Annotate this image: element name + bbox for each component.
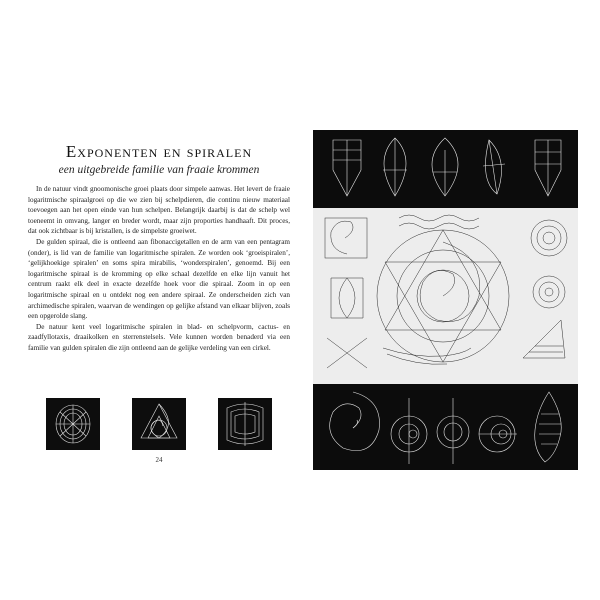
shell-profile-icon (218, 398, 272, 450)
bottom-plate (313, 384, 578, 470)
top-plate (313, 130, 578, 208)
page-subtitle: een uitgebreide familie van fraaie krommen (58, 164, 260, 176)
thumbnail-row (46, 398, 272, 450)
paragraph-3: De natuur kent veel logaritmische spiralen in blad- en schelpvorm, cactus- en zaadfyllotaxis, draaikolken en sterrenstelsels. Vele kunnen worden benaderd via een familie van gulden spiralen die zijn ontleend aan de gelijke verdeling van een cirkel. (28, 322, 290, 352)
spiral-engravings-icon (313, 130, 578, 470)
page-title: Exponenten en spiralen (65, 142, 253, 161)
paragraph-1: In de natuur vindt gnoomonische groei plaats door simpele aanwas. Het levert de fraaie logaritmische spiraalgroei op die we zien bij schelpdieren, die continu nieuw materiaal toevoegen aan het open einde van hun schelpen. Belangrijk daarbij is dat de schelp wel toeneemt in omvang, langer en breder wordt, maar zijn proporties handhaaft. Dit proces, dat ook zichtbaar is bij kristallen, is de simpelste groeiwet. (28, 185, 290, 236)
center-plate (313, 208, 578, 384)
shell-profile-icon (46, 398, 100, 450)
left-page (28, 130, 290, 470)
pentagram-spiral-icon (132, 398, 186, 450)
paragraph-2: De gulden spiraal, die is ontleend aan fibonaccigetallen en de arm van een pentagram (onder), is lid van de familie van logaritmische spiralen. Ze worden ook ‘groeispiralen’, ‘gelijkhoekige spiralen’ en soms spira mirabilis, ‘wonderspiralen’, genoemd. Bij een logaritmische spiraal is de kromming op elke schaal dezelfde en elke lijn vanuit het centrum raakt elk deel in exacte dezelfde hoek voor die spiraal. Zoom in op een logaritmische spiraal en u ontdekt nog een andere spiraal. Ze onderscheiden zich van archimedische spiralen, waarvan de wendingen op gelijke afstand van elkaar blijven, zoals een opgerolde slang. (28, 237, 290, 321)
page-number: 24 (155, 456, 163, 464)
body-text (28, 184, 290, 354)
